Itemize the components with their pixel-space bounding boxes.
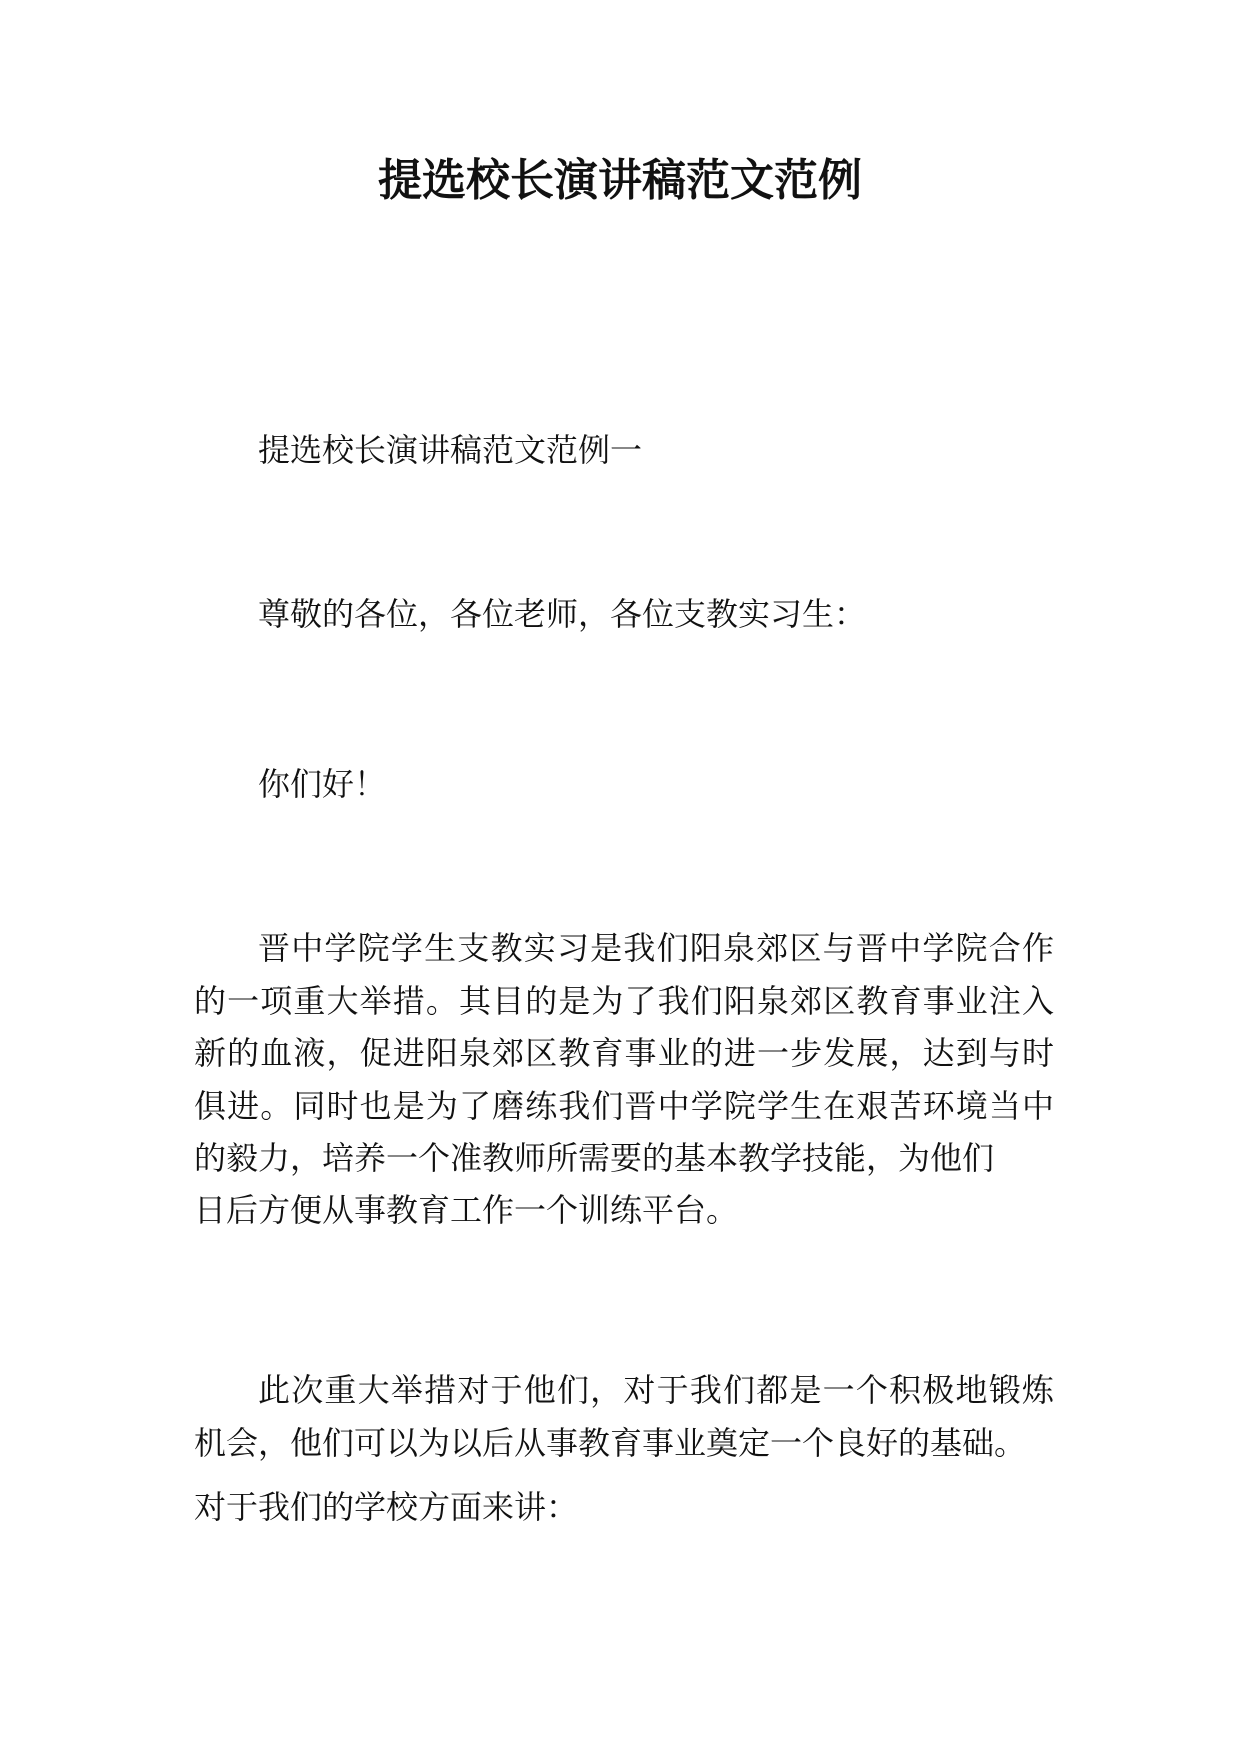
- hello-line: 你们好！: [258, 765, 387, 803]
- section-heading: 提选校长演讲稿范文范例一: [258, 431, 643, 469]
- body-paragraph-1: 晋中学院学生支教实习是我们阳泉郊区与晋中学院合作的一项重大举措。其目的是为了我们阳泉郊区教育事业注入新的血液，促进阳泉郊区教育事业的进一步发展，达到与时俱进。同时也是为了磨练我们晋中学院学生在艰苦环境当中的毅力，培养一个准教师所需要的基本教学技能，为他们: [194, 929, 1054, 1177]
- greeting-line: 尊敬的各位，各位老师，各位支教实习生：: [258, 595, 867, 633]
- document-title: 提选校长演讲稿范文范例: [378, 155, 862, 206]
- body-paragraph-2-last-line: 对于我们的学校方面来讲：: [194, 1488, 579, 1526]
- body-paragraph-2: 此次重大举措对于他们，对于我们都是一个积极地锻炼机会，他们可以为以后从事教育事业奠定一个良好的基础。: [194, 1371, 1054, 1462]
- body-paragraph-1-last-line: 日后方便从事教育工作一个训练平台。: [194, 1191, 739, 1229]
